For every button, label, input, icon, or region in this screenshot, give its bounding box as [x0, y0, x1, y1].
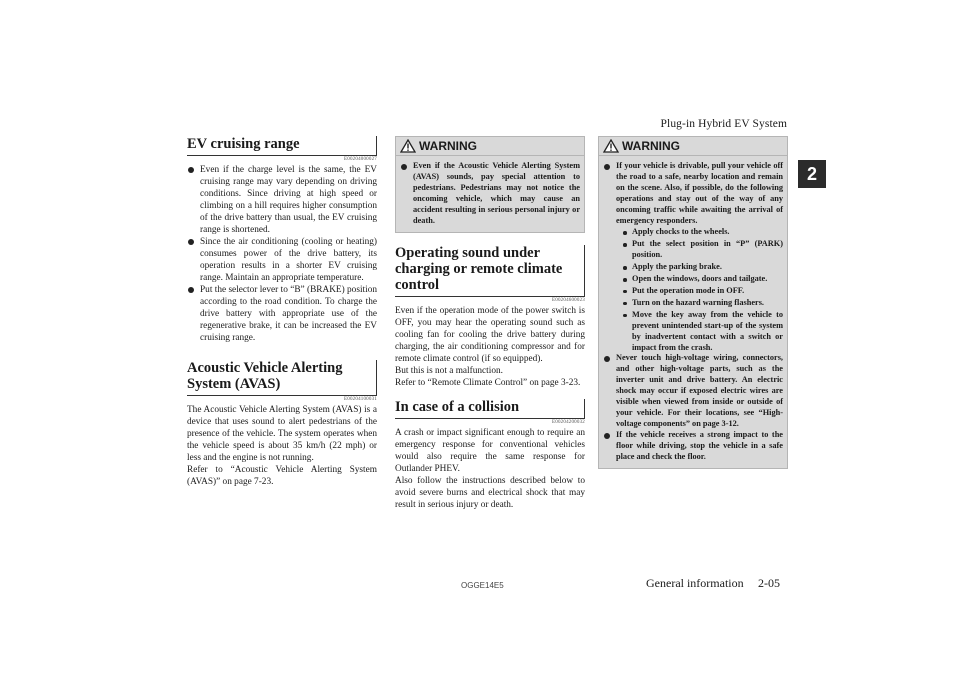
section-title-ev-cruising-range: EV cruising range — [187, 136, 377, 156]
paragraph: Refer to “Remote Climate Control” on page 3-23. — [395, 378, 581, 389]
warning-label: WARNING — [622, 139, 680, 153]
paragraph: Also follow the instructions described below to avoid severe burns and electrical shock that may result in serious injury or death. — [395, 476, 585, 511]
warning-bullet-list — [603, 161, 783, 462]
footer-section-name: General information — [646, 576, 744, 590]
paragraph: A crash or impact significant enough to require an emergency response for conventional vehicles would also require the same response for Outlander PHEV. — [395, 428, 585, 475]
paragraph: Even if the operation mode of the power switch is OFF, you may hear the operating sound such as cooling fan for cooling the drive battery during charging, the air conditioning compressor and for remote climate control (if so equipped). — [395, 306, 585, 365]
warning-header — [396, 137, 584, 156]
section-code: E00204600023 — [552, 298, 585, 304]
sub-list-item: Turn on the hazard warning flashers. — [622, 298, 783, 309]
sub-list-item: Move the key away from the vehicle to prevent unintended start-up of the system by inadvertent contact with a switch or impact from the crash. — [622, 310, 783, 354]
list-item: Even if the charge level is the same, the EV cruising range may vary depending on driving conditions. Since driving at high speed or climbing on a hill requires higher consumption of the drive battery than usual, the EV cruising range is shortened. — [187, 164, 377, 236]
sub-list-item: Apply the parking brake. — [622, 262, 783, 273]
sub-list-item: Open the windows, doors and tailgate. — [622, 274, 783, 285]
section-title-collision: In case of a collision — [395, 399, 585, 419]
warning-bullet-list — [400, 161, 580, 226]
paragraph: Refer to “Acoustic Vehicle Alerting System (AVAS)” on page 7-23. — [187, 465, 377, 487]
warning-triangle-icon — [400, 139, 416, 153]
list-item: Since the air conditioning (cooling or heating) consumes power of the drive battery, its operation results in a shorter EV cruising range. Maintain an appropriate temperature. — [187, 236, 377, 284]
paragraph: But this is not a malfunction. — [395, 366, 503, 377]
page-number: 2-05 — [758, 576, 780, 590]
warning-header — [599, 137, 787, 156]
list-item: Never touch high-voltage wiring, connectors, and other high-voltage parts, such as the inverter unit and drive battery. An electric shock may occur if exposed electric wires are visible when viewed from inside or outside of your vehicle. For their locations, see “High-voltage components” on page 3-12. — [603, 353, 783, 429]
sub-list-item: Put the operation mode in OFF. — [622, 286, 783, 297]
sub-list-item: Apply chocks to the wheels. — [622, 227, 783, 238]
section-code: E00204000027 — [344, 157, 377, 162]
warning-box-avas — [395, 136, 585, 233]
list-item — [603, 161, 783, 353]
warning-triangle-icon — [603, 139, 619, 153]
page-header-title: Plug-in Hybrid EV System — [660, 118, 787, 130]
ev-range-bullet-list — [187, 164, 377, 344]
warning-item-text: If your vehicle is drivable, pull your vehicle off the road to a safe, nearby location and remain on the scene. Also, if possible, do the following operations and stay out of the way of any oncoming traffic while awaiting the arrival of emergency responders. — [616, 161, 783, 225]
section-title-operating-sound: Operating sound under charging or remote climate control — [395, 245, 585, 297]
list-item: Put the selector lever to “B” (BRAKE) position according to the road condition. To charge the drive battery with appropriate use of the regenerative brake, it can be increased the EV cruising range. — [187, 284, 377, 344]
paragraph: The Acoustic Vehicle Alerting System (AVAS) is a device that uses sound to alert pedestrians of the presence of the vehicle. The system operates when the vehicle speed is about 35 km/h (22 mph) or less and the engine is not running. — [187, 405, 377, 463]
sub-bullet-list — [616, 227, 783, 353]
chapter-tab: 2 — [798, 160, 826, 188]
column-1 — [187, 136, 377, 488]
list-item: If the vehicle receives a strong impact to the floor while driving, stop the vehicle in a safe place and check the floor. — [603, 430, 783, 463]
warning-box-collision — [598, 136, 788, 469]
column-3 — [598, 136, 788, 481]
footer-code: OGGE14E5 — [461, 581, 504, 590]
section-code: E00204200032 — [552, 420, 585, 426]
section-title-avas: Acoustic Vehicle Alerting System (AVAS) — [187, 360, 377, 396]
list-item: Even if the Acoustic Vehicle Alerting System (AVAS) sounds, pay special attention to pedestrians. Pedestrians may not notice the oncoming vehicle, which may cause an accident resulting in serious personal injury or death. — [400, 161, 580, 226]
section-code: E00204100031 — [344, 397, 377, 402]
sub-list-item: Put the select position in “P” (PARK) position. — [622, 239, 783, 261]
warning-label: WARNING — [419, 139, 477, 153]
column-2 — [395, 136, 585, 511]
